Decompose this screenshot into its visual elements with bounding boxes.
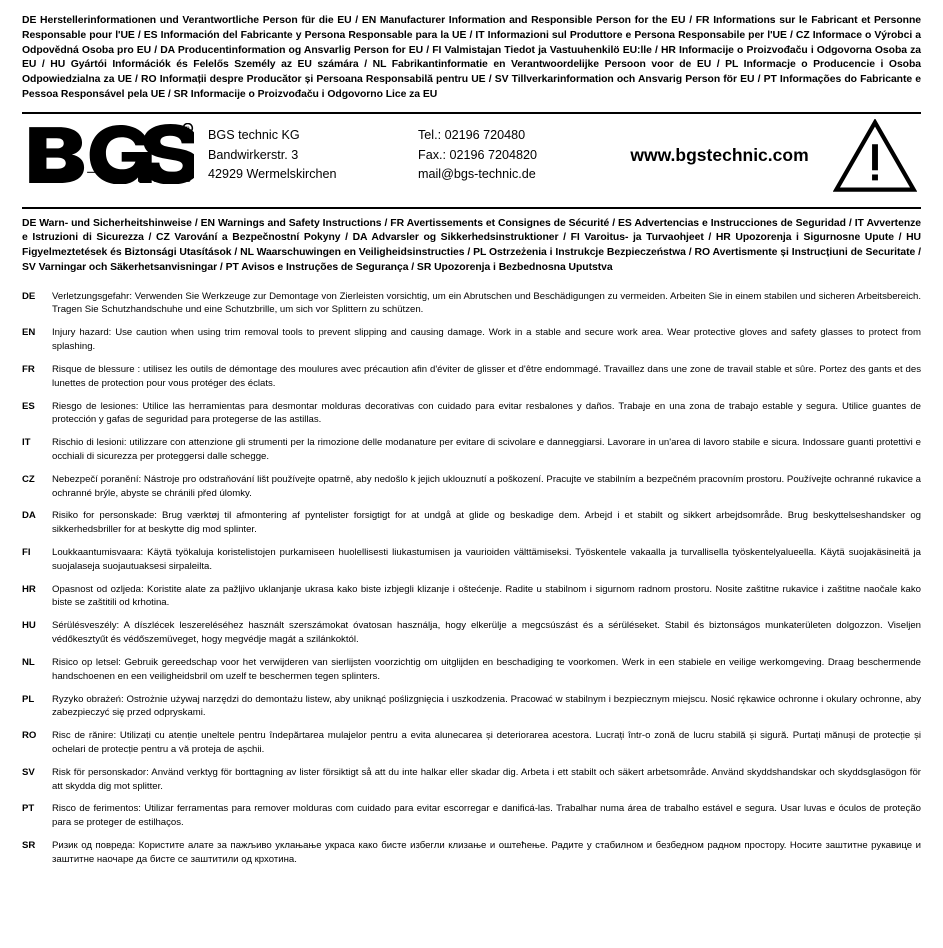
table-row <box>22 619 921 656</box>
warning-text: Verletzungsgefahr: Verwenden Sie Werkzeuge zur Demontage von Zierleisten vorsichtig, um ein Abrutschen und Beschädigungen zu vermeiden. Arbeiten Sie in einem stabilen und sicheren Arbeitsbereich. Tragen Sie Schutzhandschuhe und eine Schutzbrille, um sich vor Splittern zu schützen. <box>52 290 921 316</box>
company-name: BGS technic KG <box>208 128 300 143</box>
svg-text:technic: technic <box>137 172 194 184</box>
svg-text:R: R <box>185 125 190 133</box>
language-code: HR <box>22 583 36 595</box>
warning-text: Loukkaantumisvaara: Käytä työkaluja koristelistojen purkamiseen huolellisesti liukastumisen ja vaurioiden välttämiseksi. Työskentele vakaalla ja turvallisella työskentelyalueella. Käytä suojakäsineitä ja suojalaseja suojautuaksesi sirpaleilta. <box>52 547 921 572</box>
bgs-logo <box>26 123 194 189</box>
company-website: www.bgstechnic.com <box>630 145 809 166</box>
language-code: PT <box>22 803 35 815</box>
company-contact <box>418 126 618 185</box>
language-code: FR <box>22 363 35 375</box>
table-row <box>22 436 921 473</box>
language-code: RO <box>22 730 37 742</box>
language-code: DA <box>22 510 36 522</box>
table-row <box>22 326 921 363</box>
warning-text: Ризик од повреда: Користите алате за пажљиво уклањање украса како бисте избегли клизање и оштећење. Радите у стабилном и безбедном радном простору. Носите заштитне рукавице и заштитне наочаре да бисте се заштитили од крхотина. <box>52 840 921 865</box>
manufacturer-info-heading: DE Herstellerinformationen und Verantwortliche Person für die EU / EN Manufacturer Information and Responsible Person for the EU / FR Informations sur le Fabricant et Personne Responsable pour l'UE / ES Información del Fabricante y Persona Responsable para la UE / IT Informazioni sul Produttore e Persona Responsabile per l'UE / CZ Informace o Výrobci a Odpovědná Osoba pro EU / DA Producentinformation og Ansvarlig Person for EU / FI Valmistajan Tiedot ja Vastuuhenkilö EU:lle / HR Informacije o Proizvođaču i Odgovorna Osoba za EU / HU Gyártói Információk és Felelős Személy az EU számára / NL Fabrikantinformatie en Verantwoordelijke Persoon voor de EU / PL Informacje o Producencie i Osoba Odpowiedzialna za UE / RO Informații despre Producător și Persoana Responsabilă pentru UE / SV Tillverkarinformation och Ansvarig Person för EU / PT Informações do Fabricante e Pessoa Responsável pela UE / SR Informacije o Proizvođaču i Odgovorno Lice za EU <box>22 15 921 100</box>
table-row <box>22 693 921 730</box>
table-row <box>22 656 921 693</box>
warning-text: Ryzyko obrażeń: Ostrożnie używaj narzędzi do demontażu listew, aby uniknąć poślizgnięcia i uszkodzenia. Pracować w stabilnym i bezpiecznym miejscu. Nosić rękawice ochronne i okulary ochronne, aby zabezpieczyć się przed odpryskami. <box>52 693 921 719</box>
warning-text: Opasnost od ozljeda: Koristite alate za pažljivo uklanjanje ukrasa kako biste izbjegli klizanje i oštećenje. Radite u stabilnom i sigurnom radnom prostoru. Nosite zaštitne rukavice i zaštitne naočale kako biste se zaštitili od krhotina. <box>52 583 921 609</box>
table-row <box>22 729 921 766</box>
company-fax: Fax.: 02196 7204820 <box>418 147 538 162</box>
language-code: ES <box>22 400 35 412</box>
warnings-table <box>22 290 921 876</box>
table-row <box>22 766 921 803</box>
warning-text: Nebezpečí poranění: Nástroje pro odstraňování lišt používejte opatrně, aby nedošlo k jejich uklouznutí a poškození. Pracujte ve stabilním a bezpečném pracovním prostoru. Používejte ochranné rukavice a ochranné brýle, abyste se chránili před úlomky. <box>52 473 921 499</box>
table-row <box>22 363 921 400</box>
table-row <box>22 400 921 437</box>
language-code: DE <box>22 290 36 302</box>
divider-bottom <box>22 207 921 209</box>
warning-text: Rischio di lesioni: utilizzare con attenzione gli strumenti per la rimozione delle modanature per evitare di scivolare e danneggiarsi. Lavorare in un'area di lavoro stabile e sicura. Indossare guanti protettivi e occhiali di sicurezza per proteggersi dalle schegge. <box>52 437 921 462</box>
company-address <box>194 126 418 185</box>
language-code: IT <box>22 437 31 449</box>
warning-text: Sérülésveszély: A díszlécek leszereléséhez használt szerszámokat óvatosan használja, hogy elkerülje a megcsúszást és a sérüléseket. Stabil és biztonságos munkaterületen dolgozzon. Viseljen védőkesztyűt és védőszemüveget, hogy megvédje magát a szilánkoktól. <box>52 620 921 646</box>
warnings-table-body <box>22 290 921 876</box>
warning-triangle-icon <box>831 119 917 193</box>
language-code: NL <box>22 656 35 668</box>
warning-text: Injury hazard: Use caution when using trim removal tools to prevent slipping and causing damage. Work in a stable and secure work area. Wear protective gloves and safety glasses to protect from splashing. <box>52 327 921 353</box>
table-row <box>22 546 921 583</box>
table-row <box>22 290 921 327</box>
table-row <box>22 509 921 546</box>
language-code: SV <box>22 766 35 778</box>
language-code: EN <box>22 327 36 339</box>
language-code: HU <box>22 620 36 632</box>
company-email: mail@bgs-technic.de <box>418 167 536 182</box>
company-tel: Tel.: 02196 720480 <box>418 128 526 143</box>
warning-text: Risc de rănire: Utilizați cu atenție uneltele pentru îndepărtarea mulajelor pentru a evita alunecarea și deteriorarea acestora. Lucrați într-o zonă de lucru stabilă și sigură. Purtați mănuși de protecție și ochelari de protecție pentru a vă proteja de așchii. <box>52 730 921 755</box>
company-city: 42929 Wermelskirchen <box>208 167 337 182</box>
language-code: PL <box>22 693 35 705</box>
table-row <box>22 583 921 620</box>
table-row <box>22 473 921 510</box>
company-info-band <box>22 114 921 198</box>
language-code: CZ <box>22 473 35 485</box>
language-code: FI <box>22 547 31 559</box>
warning-text: Risk för personskador: Använd verktyg för borttagning av lister försiktigt så att du inte halkar eller skadar dig. Arbeta i ett stabilt och säkert arbetsområde. Använd skyddshandskar och skyddsglasögon för att skydda dig mot splitter. <box>52 766 921 792</box>
company-street: Bandwirkerstr. 3 <box>208 147 299 162</box>
warning-text: Risiko for personskade: Brug værktøj til afmontering af pyntelister forsigtigt for at undgå at glide og beskadige dem. Arbejd i et stabilt og sikkert arbejdsområde. Brug beskyttelseshandsker og sikkerhedsbriller for at beskytte dig mod splinter. <box>52 510 921 536</box>
table-row <box>22 839 921 876</box>
warning-text: Riesgo de lesiones: Utilice las herramientas para desmontar molduras decorativas con cuidado para evitar resbalones y daños. Trabaje en una zona de trabajo estable y segura. Utilice guantes de protección y gafas de seguridad para protegerse de las astillas. <box>52 400 921 426</box>
warning-text: Risco de ferimentos: Utilizar ferramentas para remover molduras com cuidado para evitar escorregar e danificá-las. Trabalhar numa área de trabalho estável e segura. Usar luvas e óculos de proteção para se proteger de estilhaços. <box>52 803 921 829</box>
safety-section-heading: DE Warn- und Sicherheitshinweise / EN Warnings and Safety Instructions / FR Avertissements et Consignes de Sécurité / ES Advertencias e Instrucciones de Seguridad / IT Avvertenze e Istruzioni di Sicurezza / CZ Varování a Bezpečnostní Pokyny / DA Advarsler og Sikkerhedsinstruktioner / FI Varoitus- ja Turvaohjeet / HR Upozorenja i Sigurnosne Upute / HU Figyelmeztetések és Biztonsági Utasítások / NL Waarschuwingen en Veiligheidsinstructies / PL Ostrzeżenia i Instrukcje Bezpieczeństwa / RO Avertismente și Instrucțiuni de Securitate / SV Varningar och Säkerhetsanvisningar / PT Avisos e Instruções de Segurança / SR Upozorenja i Bezbednosna Uputstva <box>22 217 921 273</box>
warning-text: Risico op letsel: Gebruik gereedschap voor het verwijderen van sierlijsten voorzichtig om uitglijden en beschadiging te voorkomen. Werk in een stabiele en veilige werkomgeving. Draag beschermende handschoenen en een veiligheidsbril om uzelf te beschermen tegen splinters. <box>52 656 921 682</box>
warning-text: Risque de blessure : utilisez les outils de démontage des moulures avec précaution afin d'éviter de glisser et d'être endommagé. Travaillez dans une zone de travail stable et sûre. Portez des gants et des lunettes de protection pour vous protéger des éclats. <box>52 363 921 389</box>
language-code: SR <box>22 840 36 852</box>
table-row <box>22 802 921 839</box>
